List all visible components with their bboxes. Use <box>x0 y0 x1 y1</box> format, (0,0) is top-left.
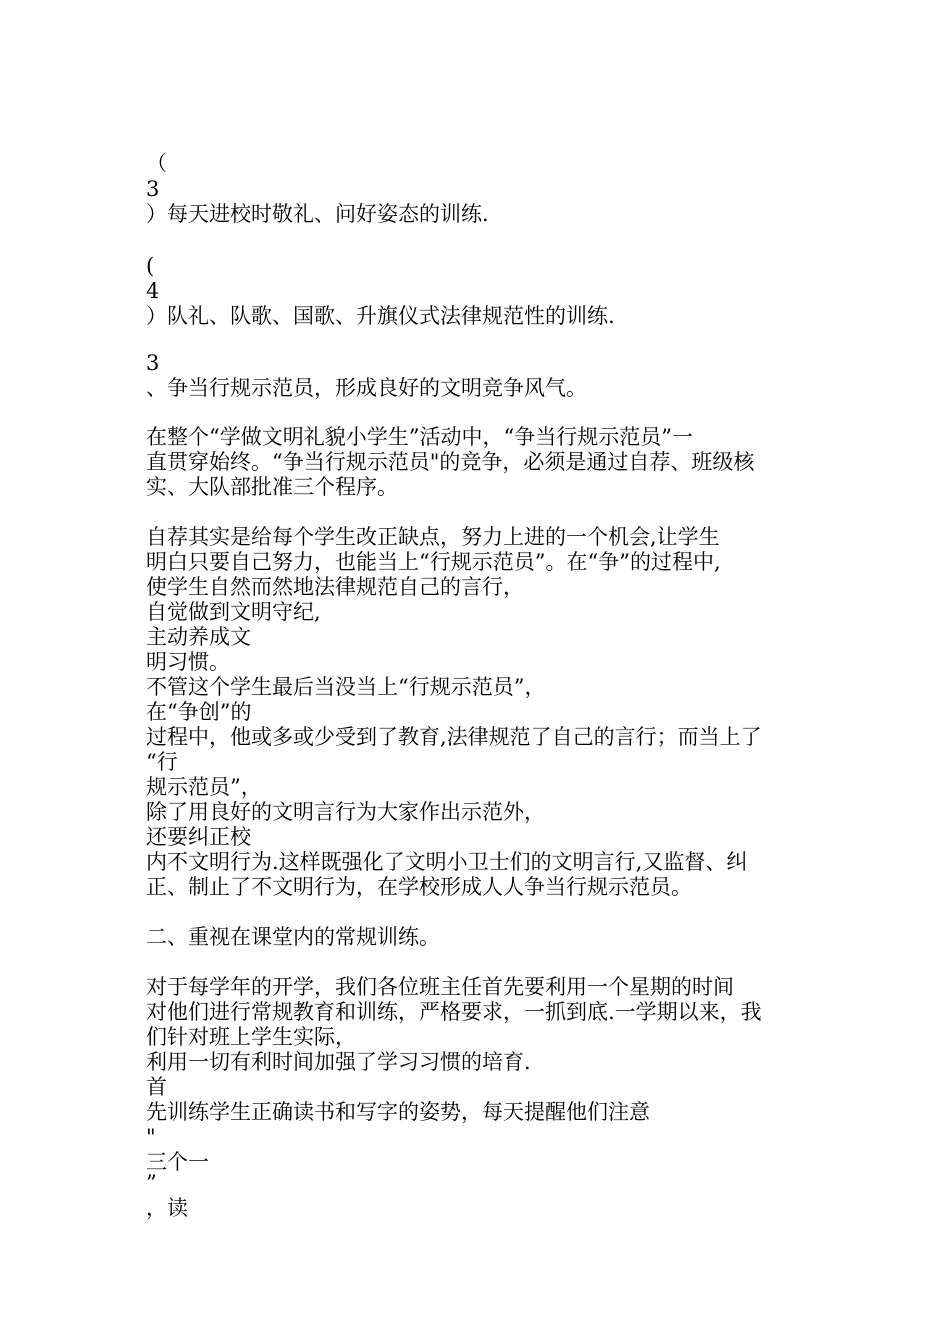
text-line: 3 <box>146 177 160 201</box>
text-line: 还要纠正校 <box>146 825 251 849</box>
text-line: ）队礼、队歌、国歌、升旗仪式法律规范性的训练. <box>146 304 615 328</box>
text-line: " <box>146 1125 156 1149</box>
text-line: 们针对班上学生实际， <box>146 1025 356 1049</box>
text-line: 规示范员”， <box>146 775 262 799</box>
text-line: 利用一切有利时间加强了学习习惯的培育. <box>146 1050 531 1074</box>
text-line: 首 <box>146 1075 167 1099</box>
text-line: 自荐其实是给每个学生改正缺点，努力上进的一个机会,让学生 <box>146 525 720 549</box>
text-line: 、争当行规示范员，形成良好的文明竞争风气。 <box>146 376 587 400</box>
text-line: 先训练学生正确读书和写字的姿势，每天提醒他们注意 <box>146 1100 650 1124</box>
text-line: 4 <box>146 279 160 303</box>
text-line: 直贯穿始终。“争当行规示范员"的竞争，必须是通过自荐、班级核 <box>146 450 755 474</box>
text-line: 在“争创”的 <box>146 700 252 724</box>
text-line: 正、制止了不文明行为，在学校形成人人争当行规示范员。 <box>146 875 692 899</box>
text-line: 不管这个学生最后当没当上“行规示范员”， <box>146 675 546 699</box>
text-line: 内不文明行为.这样既强化了文明小卫士们的文明言行,又监督、纠 <box>146 850 748 874</box>
text-line: 三个一 <box>146 1150 209 1174</box>
text-line: 除了用良好的文明言行为大家作出示范外， <box>146 800 545 824</box>
text-line: 3 <box>146 351 160 375</box>
text-line: 使学生自然而然地法律规范自己的言行， <box>146 575 524 599</box>
text-line: 在整个“学做文明礼貌小学生”活动中，“争当行规示范员”一 <box>146 425 693 449</box>
text-line: 过程中，他或多或少受到了教育,法律规范了自己的言行；而当上了 <box>146 725 762 749</box>
text-line: ( <box>146 254 155 278</box>
text-line: 对于每学年的开学，我们各位班主任首先要利用一个星期的时间 <box>146 975 734 999</box>
text-line: 自觉做到文明守纪, <box>146 600 321 624</box>
text-line: 主动养成文 <box>146 625 251 649</box>
text-line: ” <box>146 1171 157 1195</box>
text-line: ）每天进校时敬礼、问好姿态的训练. <box>146 202 489 226</box>
text-line: ，读 <box>146 1196 188 1220</box>
text-line: 明白只要自己努力，也能当上“行规示范员”。在“争”的过程中, <box>146 550 721 574</box>
text-line: 实、大队部批准三个程序。 <box>146 475 398 499</box>
text-line: 二、重视在课堂内的常规训练。 <box>146 925 440 949</box>
text-line: 明习惯。 <box>146 650 230 674</box>
text-line: “行 <box>146 750 178 774</box>
text-line: （ <box>146 151 167 175</box>
text-line: 对他们进行常规教育和训练，严格要求，一抓到底.一学期以来，我 <box>146 1000 762 1024</box>
